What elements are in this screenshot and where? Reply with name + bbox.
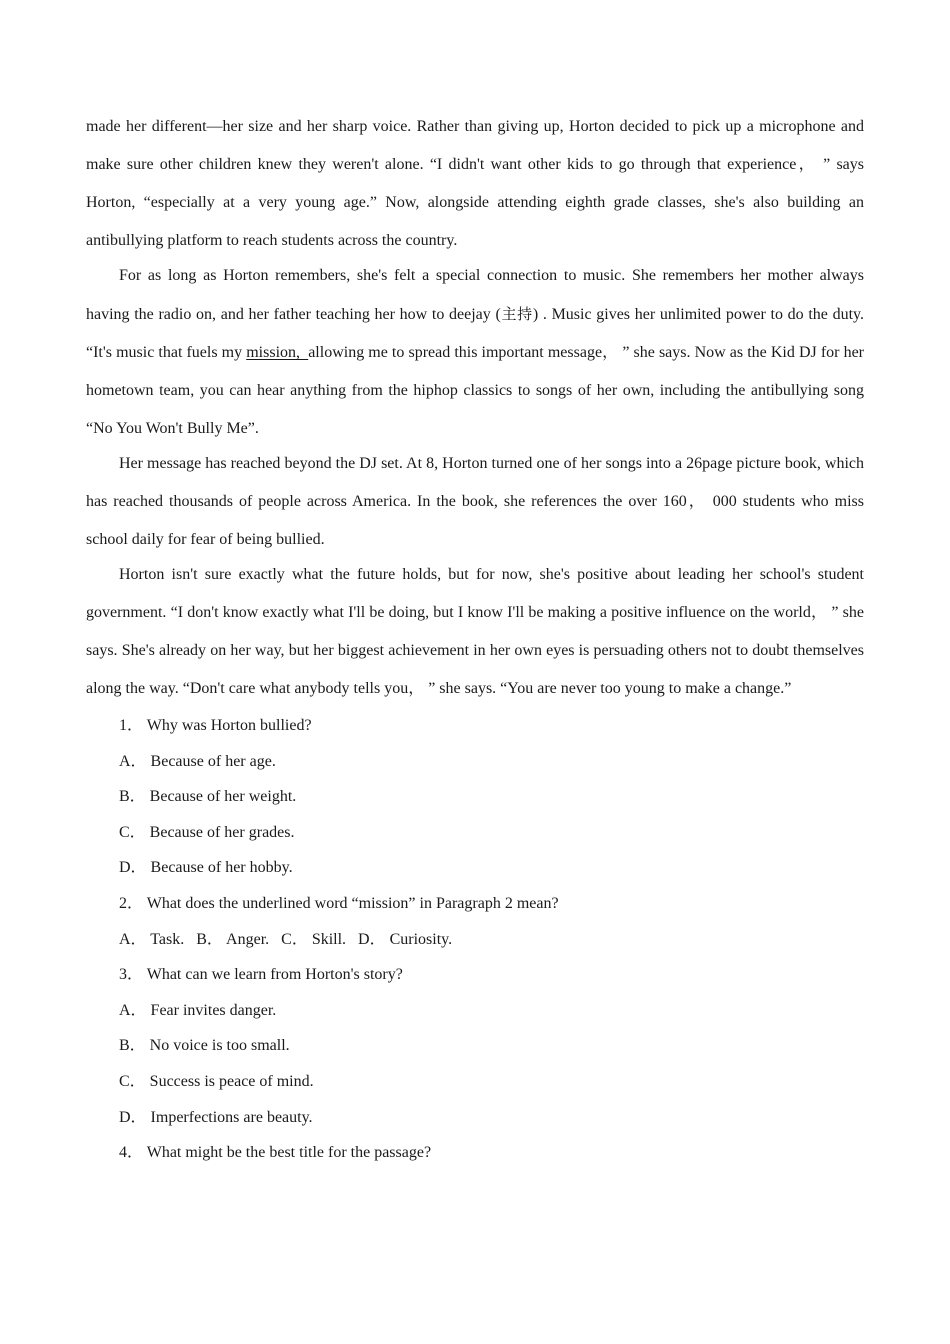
question-1-option-b: B． Because of her weight. xyxy=(119,788,297,806)
paragraph-2-text-c: allowing me to spread this important message， ” she says. Now as the Kid DJ for her hometown team, you can hear anything from the hiphop classics to songs of her own, including the antibullying song “No You Won't Bully Me”. xyxy=(86,344,864,437)
paragraph-3: Her message has reached beyond the DJ set. At 8, Horton turned one of her songs into a 26page picture book, which has reached thousands of people across America. In the book, she references the over 160， 000 students who miss school daily for fear of being bullied. xyxy=(86,455,864,548)
paragraph-2-text-a: For as long as Horton remembers, she's felt a special connection to music. She remembers her mother always having the radio on, and her father teaching her how to deejay ( xyxy=(86,267,864,323)
question-3-option-b: B． No voice is too small. xyxy=(119,1037,290,1055)
underlined-word-mission: mission, xyxy=(246,344,309,361)
questions-section xyxy=(86,708,864,1171)
chinese-gloss: 主持 xyxy=(500,305,533,323)
question-3-stem: 3． What can we learn from Horton's story? xyxy=(119,966,403,984)
question-3-option-c: C． Success is peace of mind. xyxy=(119,1072,314,1090)
question-3-option-d: D． Imperfections are beauty. xyxy=(119,1108,313,1126)
question-1-option-c: C． Because of her grades. xyxy=(119,823,295,841)
question-3-option-a: A． Fear invites danger. xyxy=(119,1001,277,1019)
question-1-option-d: D． Because of her hobby. xyxy=(119,859,293,877)
paragraph-2 xyxy=(86,257,864,448)
question-1-option-a: A． Because of her age. xyxy=(119,752,276,770)
question-4-stem: 4． What might be the best title for the passage? xyxy=(119,1144,432,1162)
paragraph-4: Horton isn't sure exactly what the future holds, but for now, she's positive about leading her school's student government. “I don't know exactly what I'll be doing, but I know I'll be making a positive influence on the world， ” she says. She's already on her way, but her biggest achievement in her own eyes is persuading others not to doubt themselves along the way. “Don't care what anybody tells you， ” she says. “You are never too young to make a change.” xyxy=(86,566,864,697)
paragraph-1: made her different—her size and her sharp voice. Rather than giving up, Horton decided to pick up a microphone and make sure other children knew they weren't alone. “I didn't want other kids to go through that experience， ” says Horton, “especially at a very young age.” Now, alongside attending eighth grade classes, she's also building an antibullying platform to reach students across the country. xyxy=(86,118,864,249)
paragraph-2-text-b: ) . Music gives her unlimited power to do the duty. “It's music that fuels my xyxy=(86,306,864,361)
question-2-options: A． Task. B． Anger. C． Skill. D． Curiosity. xyxy=(119,930,453,948)
question-1-stem: 1． Why was Horton bullied? xyxy=(119,717,312,734)
document-page xyxy=(86,108,864,1171)
question-2-stem: 2． What does the underlined word “mission” in Paragraph 2 mean? xyxy=(119,894,559,912)
